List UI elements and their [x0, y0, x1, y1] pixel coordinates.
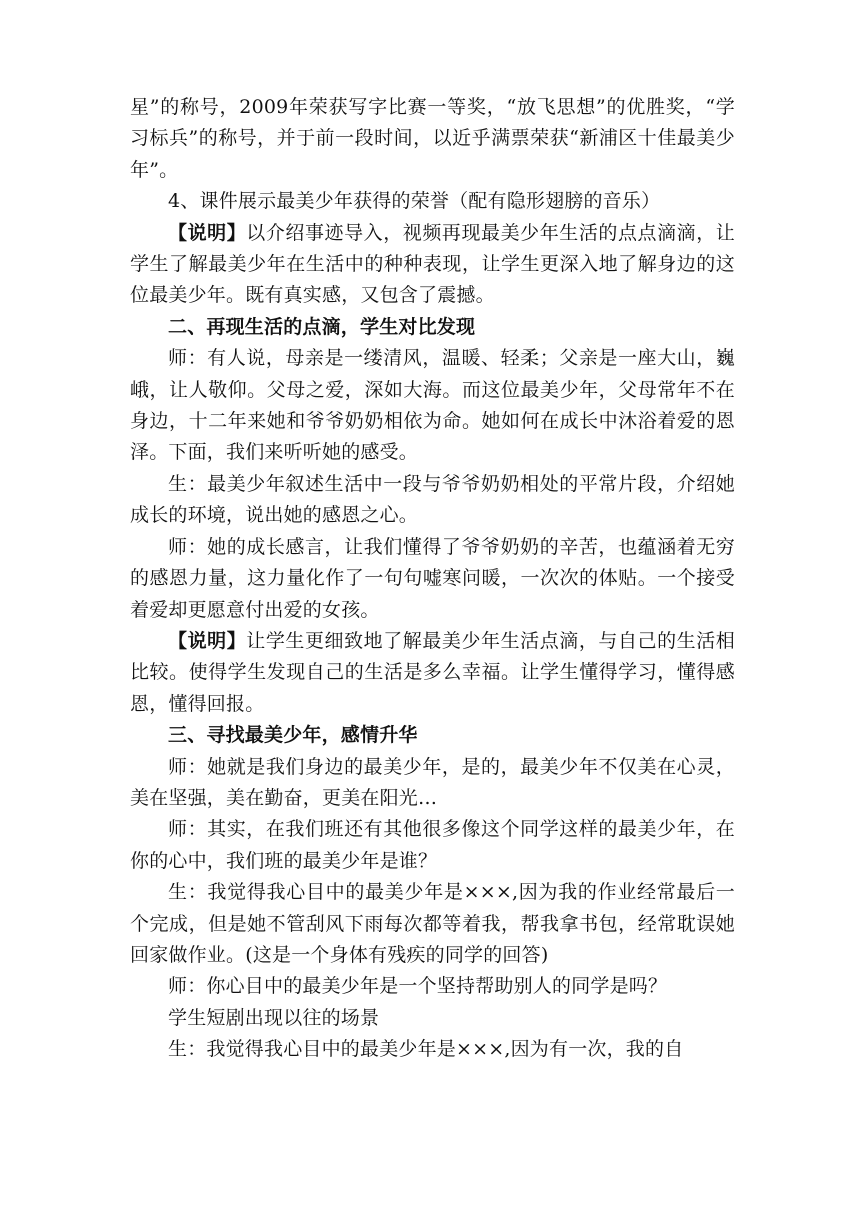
paragraph-note-1: [130, 218, 735, 312]
paragraph-teacher-3: 师：她就是我们身边的最美少年，是的，最美少年不仅美在心灵，美在坚强，美在勤奋，更美在阳光…: [130, 755, 735, 809]
section-heading-3: 三、寻找最美少年，感情升华: [168, 724, 418, 747]
note-text: 以介绍事迹导入，视频再现最美少年生活的点点滴滴，让学生了解最美少年在生活中的种种表现，让学生更深入地了解身边的这位最美少年。既有真实感，又包含了震撼。: [130, 221, 735, 307]
note-text: 让学生更细致地了解最美少年生活点滴，与自己的生活相比较。使得学生发现自己的生活是多么幸福。让学生懂得学习，懂得感恩，懂得回报。: [130, 629, 735, 715]
paragraph-skit: 学生短剧出现以往的场景: [168, 1006, 380, 1029]
paragraph-teacher-1: 师：有人说，母亲是一缕清风，温暖、轻柔；父亲是一座大山，巍峨，让人敬仰。父母之爱，深如大海。而这位最美少年，父母常年不在身边，十二年来她和爷爷奶奶相依为命。她如何在成长中沐浴着爱的恩泽。下面，我们来听听她的感受。: [130, 347, 735, 464]
note-label: 【说明】: [168, 629, 247, 652]
paragraph-teacher-4: 师：其实，在我们班还有其他很多像这个同学这样的最美少年，在你的心中，我们班的最美少年是谁？: [130, 818, 735, 872]
paragraph-student-2: 生：我觉得我心目中的最美少年是×××,因为我的作业经常最后一个完成，但是她不管刮风下雨每次都等着我，帮我拿书包，经常耽误她回家做作业。(这是一个身体有残疾的同学的回答): [130, 881, 735, 966]
paragraph-student-1: 生：最美少年叙述生活中一段与爷爷奶奶相处的平常片段，介绍她成长的环境，说出她的感恩之心。: [130, 472, 735, 527]
document-body: [130, 92, 735, 1066]
section-heading-2: 二、再现生活的点滴，学生对比发现: [168, 315, 476, 338]
paragraph-teacher-5: 师：你心目中的最美少年是一个坚持帮助别人的同学是吗？: [168, 975, 668, 998]
paragraph-step-4: 4、课件展示最美少年获得的荣誉（配有隐形翅膀的音乐）: [168, 190, 661, 213]
paragraph-continued-honors: 星”的称号，2009年荣获写字比赛一等奖，“放飞思想”的优胜奖，“学习标兵”的称号，并于前一段时间，以近乎满票荣获“新浦区十佳最美少年”。: [130, 96, 735, 181]
paragraph-student-3: 生：我觉得我心目中的最美少年是×××,因为有一次，我的自: [168, 1038, 684, 1061]
note-label: 【说明】: [168, 221, 247, 244]
paragraph-note-2: [130, 626, 735, 720]
paragraph-teacher-2: 师：她的成长感言，让我们懂得了爷爷奶奶的辛苦，也蕴涵着无穷的感恩力量，这力量化作了一句句嘘寒问暖，一次次的体贴。一个接受着爱却更愿意付出爱的女孩。: [130, 535, 735, 621]
